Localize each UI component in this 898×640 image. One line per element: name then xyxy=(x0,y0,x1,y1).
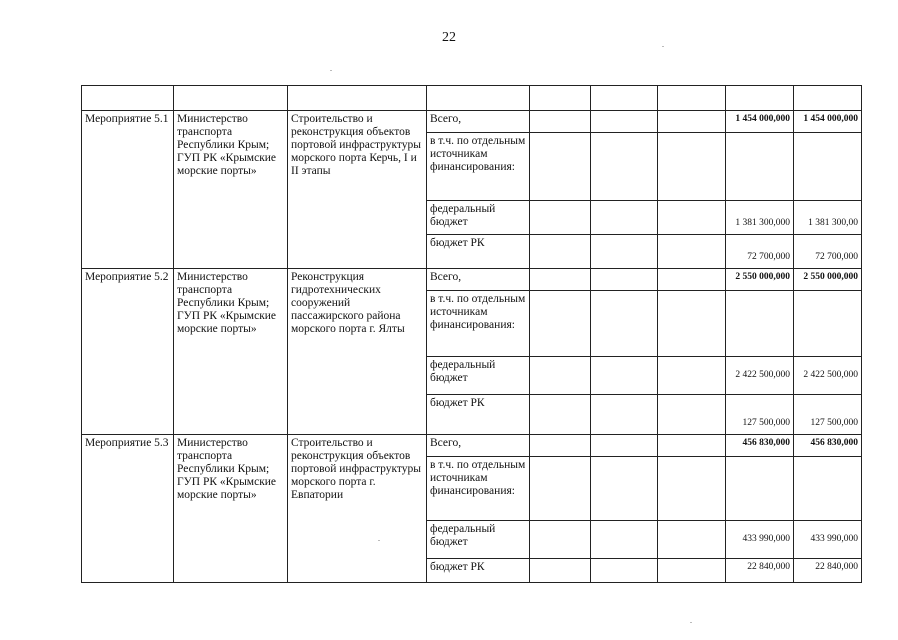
empty-cell xyxy=(726,457,794,521)
page-number: 22 xyxy=(442,30,456,45)
empty-cell xyxy=(530,521,591,559)
scan-speck xyxy=(378,540,380,541)
empty-cell xyxy=(658,395,726,435)
empty-cell xyxy=(658,111,726,133)
empty-cell xyxy=(591,235,658,269)
table-row xyxy=(82,111,862,133)
empty-cell xyxy=(530,111,591,133)
header-cell xyxy=(427,86,530,111)
amount-cell: 1 381 300,000 xyxy=(726,201,794,235)
amount-cell: 433 990,000 xyxy=(794,521,862,559)
empty-cell xyxy=(530,201,591,235)
amount-cell: 22 840,000 xyxy=(794,559,862,583)
amount-cell: 22 840,000 xyxy=(726,559,794,583)
empty-cell xyxy=(530,357,591,395)
empty-cell xyxy=(530,235,591,269)
amount-cell: 1 454 000,000 xyxy=(726,111,794,133)
source-label: федеральный бюджет xyxy=(427,201,530,235)
empty-cell xyxy=(530,269,591,291)
source-label: Всего, xyxy=(427,435,530,457)
header-cell xyxy=(726,86,794,111)
event-description: Реконструкция гидротехнических сооружений пассажирского района морского порта г. Ялты xyxy=(288,269,427,435)
empty-cell xyxy=(794,291,862,357)
header-cell xyxy=(288,86,427,111)
event-name: Мероприятие 5.1 xyxy=(82,111,174,269)
empty-cell xyxy=(794,133,862,201)
empty-cell xyxy=(591,521,658,559)
empty-cell xyxy=(726,133,794,201)
empty-cell xyxy=(658,201,726,235)
empty-cell xyxy=(591,457,658,521)
empty-cell xyxy=(530,435,591,457)
amount-cell: 72 700,000 xyxy=(794,235,862,269)
source-label: Всего, xyxy=(427,111,530,133)
empty-cell xyxy=(591,559,658,583)
empty-cell xyxy=(658,133,726,201)
empty-cell xyxy=(591,269,658,291)
source-label: Всего, xyxy=(427,269,530,291)
header-cell xyxy=(174,86,288,111)
amount-cell: 1 381 300,00 xyxy=(794,201,862,235)
empty-cell xyxy=(658,435,726,457)
source-label: в т.ч. по отдельным источникам финансирования: xyxy=(427,291,530,357)
amount-cell: 127 500,000 xyxy=(794,395,862,435)
empty-cell xyxy=(591,111,658,133)
event-description: Строительство и реконструкция объектов портовой инфраструктуры морского порта г. Евпатории xyxy=(288,435,427,583)
event-name: Мероприятие 5.3 xyxy=(82,435,174,583)
source-label: в т.ч. по отдельным источникам финансирования: xyxy=(427,457,530,521)
table-header-row xyxy=(82,86,862,111)
empty-cell xyxy=(658,291,726,357)
table-row xyxy=(82,435,862,457)
empty-cell xyxy=(658,235,726,269)
amount-cell: 72 700,000 xyxy=(726,235,794,269)
empty-cell xyxy=(591,357,658,395)
empty-cell xyxy=(794,457,862,521)
amount-cell: 1 454 000,000 xyxy=(794,111,862,133)
source-label: бюджет РК xyxy=(427,559,530,583)
empty-cell xyxy=(591,435,658,457)
amount-cell: 127 500,000 xyxy=(726,395,794,435)
empty-cell xyxy=(658,269,726,291)
empty-cell xyxy=(658,457,726,521)
source-label: бюджет РК xyxy=(427,235,530,269)
event-executor: Министерство транспорта Республики Крым; ГУП РК «Крымские морские порты» xyxy=(174,269,288,435)
empty-cell xyxy=(530,395,591,435)
empty-cell xyxy=(591,201,658,235)
event-executor: Министерство транспорта Республики Крым; ГУП РК «Крымские морские порты» xyxy=(174,111,288,269)
table-row xyxy=(82,269,862,291)
scan-speck xyxy=(662,46,664,47)
amount-cell: 2 550 000,000 xyxy=(794,269,862,291)
source-label: федеральный бюджет xyxy=(427,521,530,559)
amount-cell: 2 550 000,000 xyxy=(726,269,794,291)
empty-cell xyxy=(530,457,591,521)
empty-cell xyxy=(658,357,726,395)
amount-cell: 2 422 500,000 xyxy=(794,357,862,395)
source-label: бюджет РК xyxy=(427,395,530,435)
empty-cell xyxy=(658,521,726,559)
amount-cell: 456 830,000 xyxy=(794,435,862,457)
empty-cell xyxy=(658,559,726,583)
empty-cell xyxy=(591,133,658,201)
source-label: в т.ч. по отдельным источникам финансирования: xyxy=(427,133,530,201)
amount-cell: 433 990,000 xyxy=(726,521,794,559)
empty-cell xyxy=(591,395,658,435)
event-description: Строительство и реконструкция объектов портовой инфраструктуры морского порта Керчь, I и II этапы xyxy=(288,111,427,269)
source-label: федеральный бюджет xyxy=(427,357,530,395)
event-name: Мероприятие 5.2 xyxy=(82,269,174,435)
header-cell xyxy=(658,86,726,111)
amount-cell: 456 830,000 xyxy=(726,435,794,457)
budget-table xyxy=(81,85,862,583)
scan-speck xyxy=(330,70,332,71)
header-cell xyxy=(82,86,174,111)
scan-speck xyxy=(690,622,692,623)
empty-cell xyxy=(530,133,591,201)
amount-cell: 2 422 500,000 xyxy=(726,357,794,395)
empty-cell xyxy=(726,291,794,357)
event-executor: Министерство транспорта Республики Крым; ГУП РК «Крымские морские порты» xyxy=(174,435,288,583)
header-cell xyxy=(591,86,658,111)
empty-cell xyxy=(530,559,591,583)
empty-cell xyxy=(591,291,658,357)
header-cell xyxy=(530,86,591,111)
header-cell xyxy=(794,86,862,111)
empty-cell xyxy=(530,291,591,357)
